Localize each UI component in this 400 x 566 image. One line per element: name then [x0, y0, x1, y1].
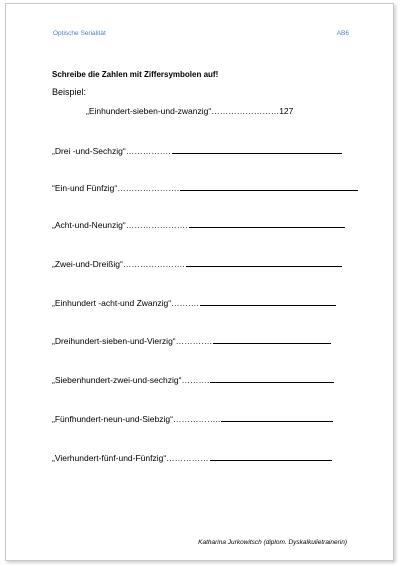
answer-line[interactable] [189, 218, 345, 228]
exercise-9 [52, 451, 332, 463]
exercise-5 [52, 296, 336, 308]
exercise-prompt: “Ein-und Fünfzig“…………………. [52, 183, 180, 193]
header-sheet-number: AB6 [336, 30, 349, 37]
task-instruction: Schreibe die Zahlen mit Ziffersymbolen auf! [52, 70, 219, 79]
answer-line[interactable] [213, 334, 331, 344]
exercise-2 [52, 181, 358, 193]
exercise-3 [52, 218, 345, 230]
author-credit: Katharina Jurkowitsch (diplom. Dyskalkulietrainerin) [198, 539, 347, 546]
exercise-4 [52, 257, 342, 269]
answer-line[interactable] [210, 451, 332, 461]
exercise-prompt: „Drei -und-Sechzig“……………. [52, 146, 171, 156]
example-line: „Einhundert-sieben-und-zwanzig“……………………127 [86, 106, 294, 116]
exercise-prompt: „Siebenhundert-zwei-und-sechzig“………. [52, 375, 210, 385]
answer-line[interactable] [180, 181, 358, 191]
example-label: Beispiel: [52, 87, 87, 97]
exercise-7 [52, 373, 334, 385]
answer-line[interactable] [172, 144, 342, 154]
exercise-1 [52, 144, 342, 156]
answer-line[interactable] [221, 412, 333, 422]
exercise-8 [52, 412, 333, 424]
exercise-prompt: „Zwei-und-Dreißig“…………………. [52, 259, 185, 269]
exercise-6 [52, 334, 331, 346]
answer-line[interactable] [200, 296, 336, 306]
exercise-prompt: „Vierhundert-fünf-und-Fünfzig“…………… [52, 453, 209, 463]
worksheet-page [5, 3, 394, 561]
answer-line[interactable] [210, 373, 334, 383]
exercise-prompt: „Acht-und-Neunzig“…………………. [52, 220, 188, 230]
exercise-prompt: „Dreihundert-sieben-und-Vierzig“…………. [52, 336, 212, 346]
header-course-title: Optische Serialität [53, 30, 106, 37]
answer-line[interactable] [186, 257, 342, 267]
exercise-prompt: „Einhundert -acht-und Zwanzig“………. [52, 298, 199, 308]
exercise-prompt: „Fünfhundert-neun-und-Siebzig“…………….. [52, 414, 221, 424]
